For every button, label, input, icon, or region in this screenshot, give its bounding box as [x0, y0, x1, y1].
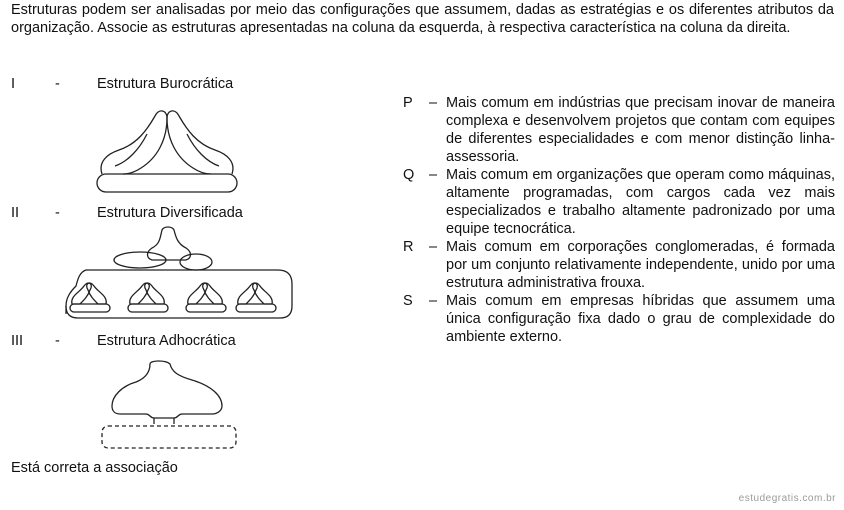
- structure-name-bureaucratic: Estrutura Burocrática: [97, 76, 234, 92]
- option-text-p: Mais comum em indústrias que precisam inovar de maneira complexa e desenvolvem projetos que contam com equipes de diferentes especialidades e com menor distinção linha-assessoria.: [446, 95, 835, 165]
- diversified-apex: [148, 227, 191, 260]
- option-dash-r: –: [429, 239, 438, 255]
- option-q: [403, 166, 835, 238]
- option-text-s: Mais comum em empresas híbridas que assumem uma única configuração fixa dado o grau de complexidade do ambiente externo.: [446, 293, 835, 345]
- diversified-division-2: [128, 283, 168, 312]
- bureaucratic-structure-diagram: [95, 106, 245, 196]
- adhocratic-body: [112, 361, 222, 418]
- diversified-division-4: [236, 283, 276, 312]
- option-dash-s: –: [429, 293, 438, 309]
- option-p: [403, 94, 835, 166]
- structure-name-diversified: Estrutura Diversificada: [97, 205, 243, 221]
- structure-name-adhocratic: Estrutura Adhocrática: [97, 333, 236, 349]
- numeral-ii: II: [11, 205, 20, 221]
- diversified-outer-frame: [66, 270, 292, 318]
- option-letter-q: Q: [403, 167, 415, 183]
- bureaucratic-base: [97, 174, 237, 192]
- diversified-structure-diagram: [60, 226, 300, 322]
- option-letter-r: R: [403, 239, 414, 255]
- dash-ii: -: [55, 205, 60, 221]
- adhocratic-structure-diagram: [96, 358, 242, 454]
- numeral-iii: III: [11, 333, 24, 349]
- bureaucratic-left-wing: [101, 111, 167, 174]
- option-text-q: Mais comum em organizações que operam como máquinas, altamente programadas, com cargos cada vez mais especializados e trabalho altamente padronizado por uma equipe tecnocrática.: [446, 167, 835, 237]
- option-dash-q: –: [429, 167, 438, 183]
- option-text-r: Mais comum em corporações conglomeradas, é formada por um conjunto relativamente independente, unido por uma estrutura administrativa frouxa.: [446, 239, 835, 291]
- option-dash-p: –: [429, 95, 438, 111]
- diversified-right-unit: [180, 254, 212, 270]
- dash-iii: -: [55, 333, 60, 349]
- adhocratic-operating-core: [102, 426, 236, 448]
- characteristics-list: [403, 94, 835, 346]
- option-letter-p: P: [403, 95, 413, 111]
- option-s: [403, 292, 835, 346]
- dash-i: -: [55, 76, 60, 92]
- option-r: [403, 238, 835, 292]
- numeral-i: I: [11, 76, 16, 92]
- watermark: estudegratis.com.br: [738, 493, 836, 504]
- diversified-division-1: [70, 283, 110, 312]
- bureaucratic-right-wing: [167, 111, 233, 174]
- question-footer: Está correta a associação: [11, 460, 178, 476]
- question-intro: Estruturas podem ser analisadas por meio das configurações que assumem, dadas as estratégias e os diferentes atributos da organização. Associe as estruturas apresentadas na coluna da esquerda, à respectiva característica na coluna da direita.: [11, 2, 834, 36]
- diversified-division-3: [186, 283, 226, 312]
- adhocratic-connector: [154, 418, 174, 424]
- option-letter-s: S: [403, 293, 413, 309]
